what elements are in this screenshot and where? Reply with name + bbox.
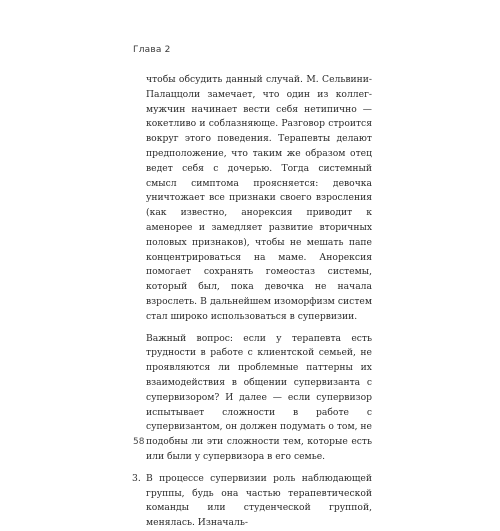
running-head: Глава 2 [133,45,171,55]
numbered-item-3 [132,472,372,531]
item-text: В процессе супервизии роль наблюдающей группы, будь она частью терапевтической команды или студенческой группой, менялась. Изначаль- [146,472,372,529]
paragraph-important-question: Важный вопрос: если у терапевта есть трудности в работе с клиентской семьей, не проявляются ли проблемные паттерны их взаимодействия в общении супервизанта с супервизором? И далее — если супервизор испытывает сложности в работе с супервизантом, он должен подумать о том, не подобны ли эти сложности тем, которые есть или были у супервизора в его семье. [146,332,372,462]
page-number: 58 [133,437,145,447]
item-number: 3. [132,472,141,484]
paragraph-isomorphism: чтобы обсудить данный случай. М. Сельвини-Палаццоли замечает, что один из коллег-мужчин начинает вести себя нетипично — кокетливо и соблазняюще. Разговор строится вокруг этого поведения. Терапевты делают предположение, что таким же образом отец ведет себя с дочерью. Тогда системный смысл симптома проясняется: девочка уничтожает все признаки своего взросления (как известно, анорексия приводит к аменорее и замедляет развитие вторичных половых признаков), чтобы не мешать папе концентрироваться на маме. Анорексия помогает сохранять гомеостаз системы, который был, пока девочка не начала взрослеть. В дальнейшем изоморфизм систем стал широко использоваться в супервизии. [146,74,372,322]
